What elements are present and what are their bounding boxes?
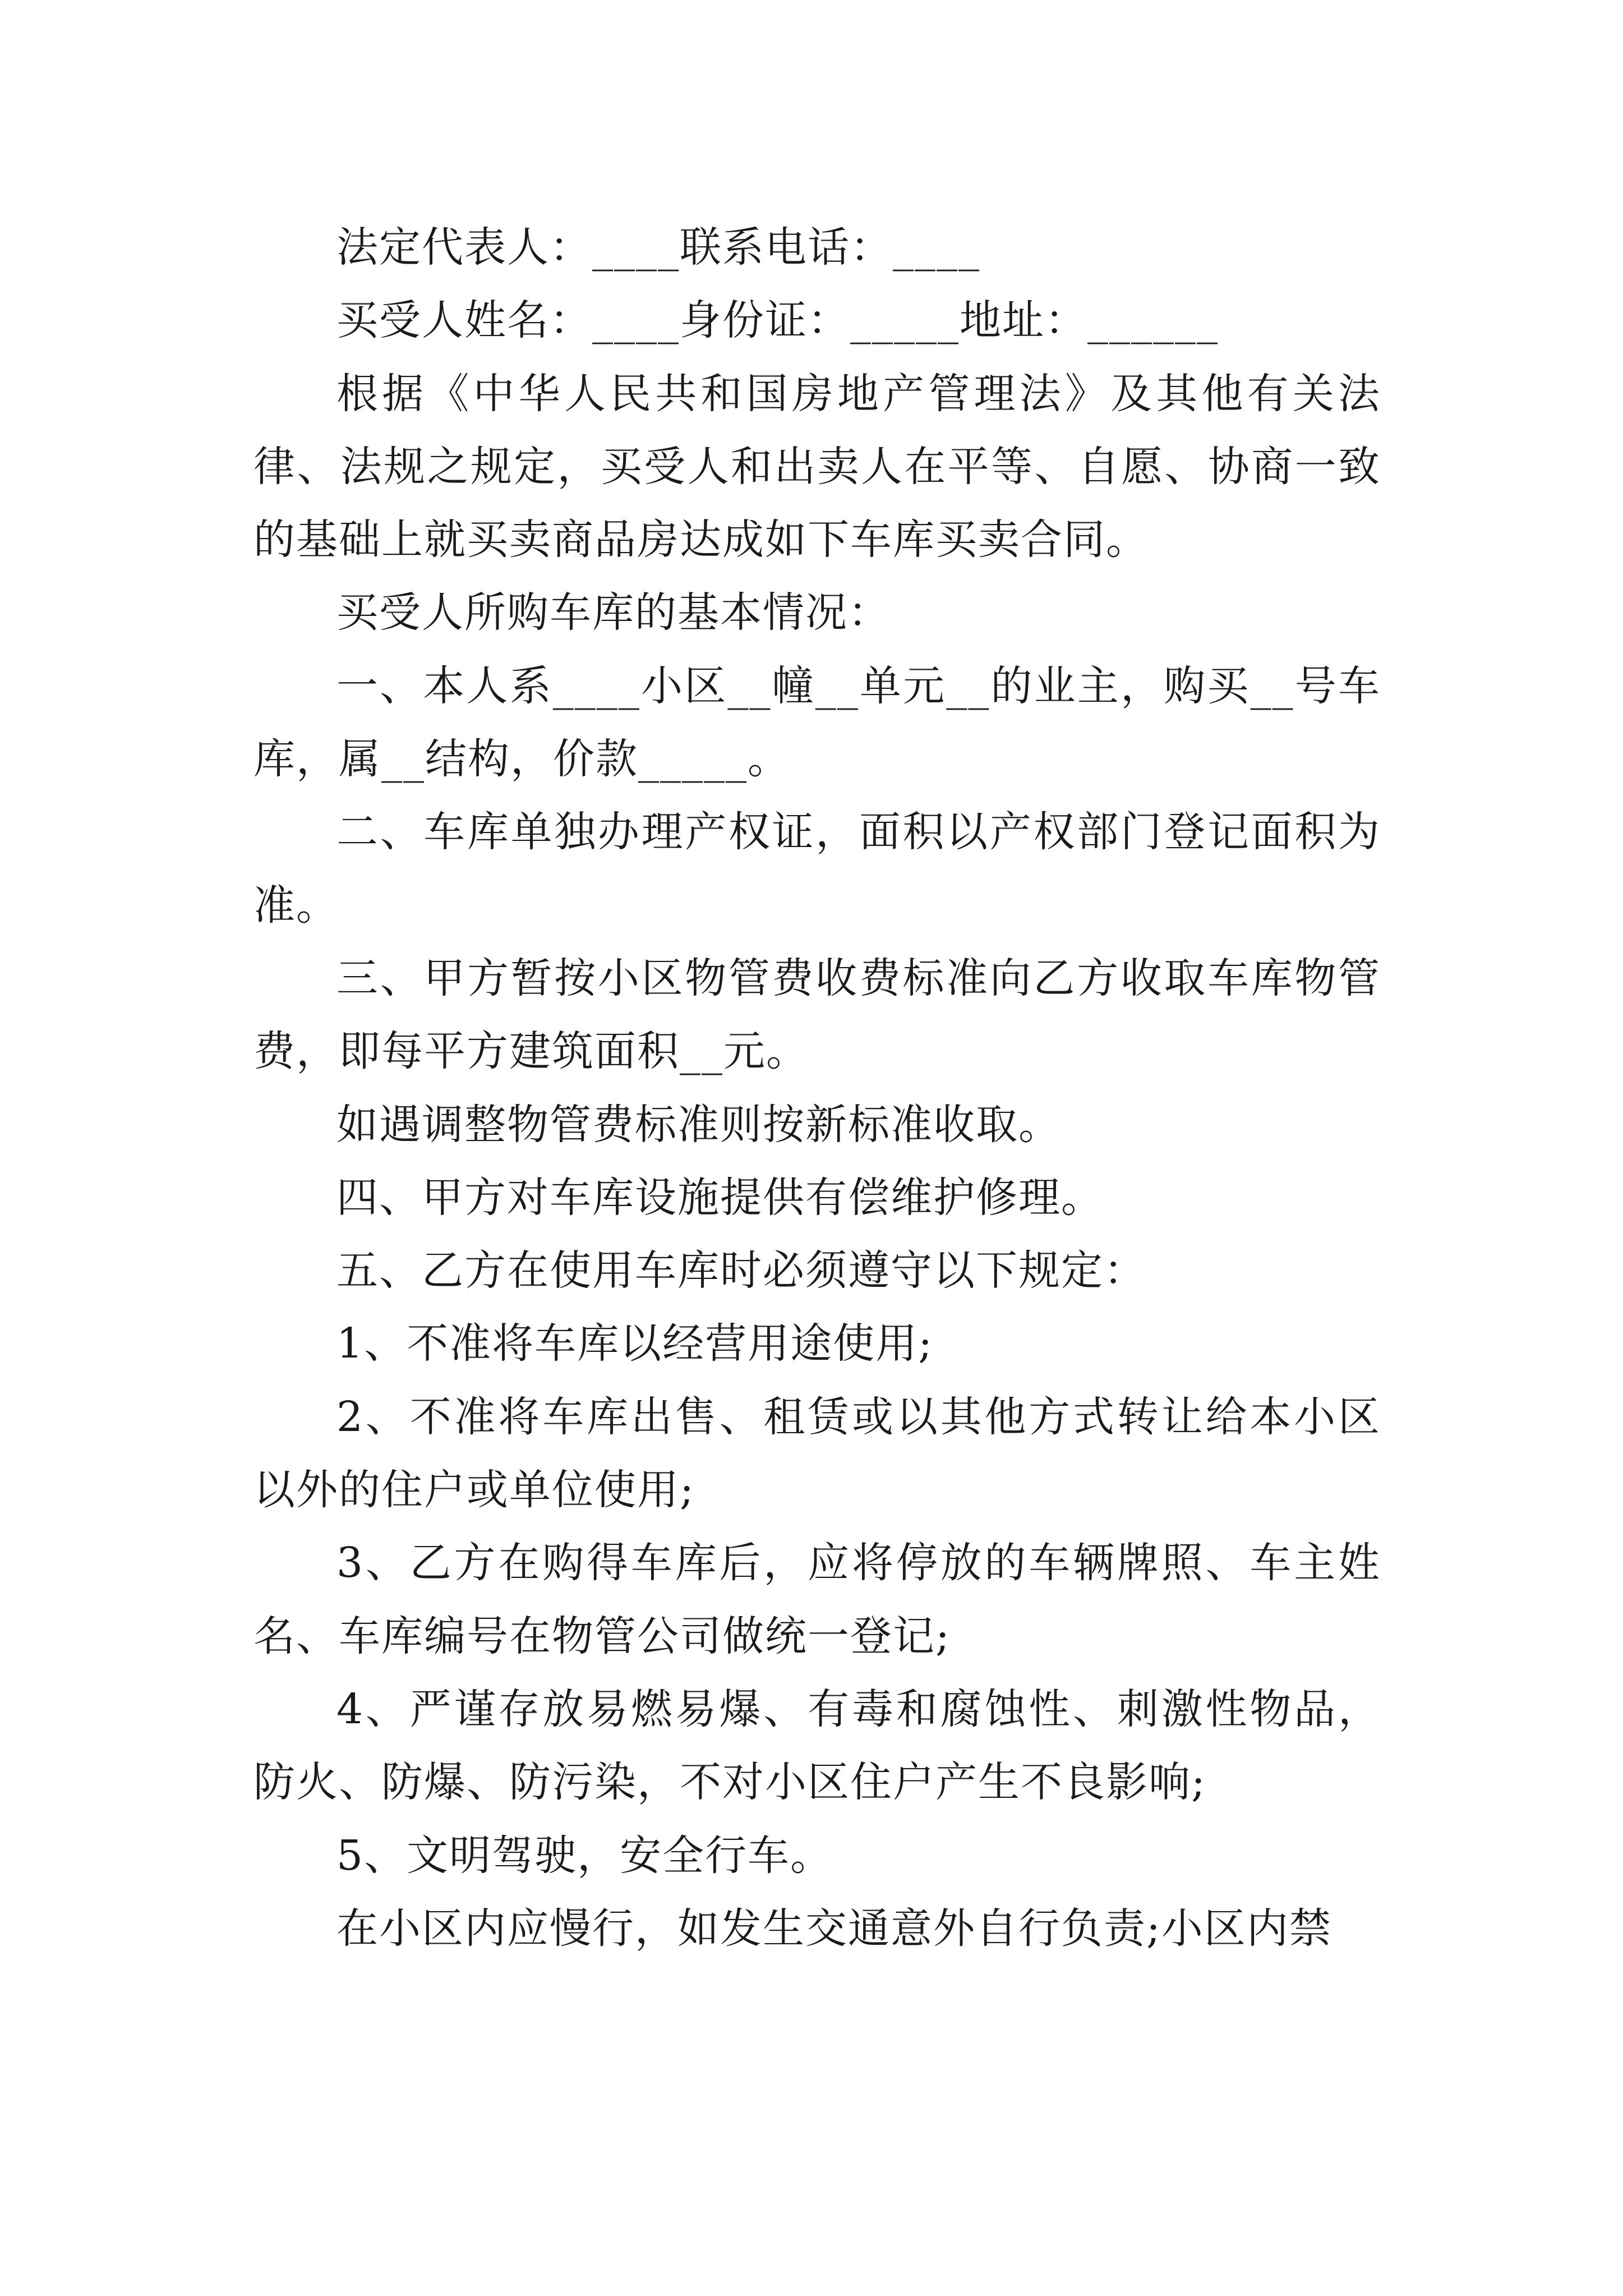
legal-basis-paragraph: 根据《中华人民共和国房地产管理法》及其他有关法律、法规之规定，买受人和出卖人在平等、自愿、协商一致的基础上就买卖商品房达成如下车库买卖合同。 <box>253 369 1381 564</box>
rule-5-continued: 在小区内应慢行，如发生交通意外自行负责;小区内禁 <box>336 1904 1332 1953</box>
clause-2: 二、车库单独办理产权证，面积以产权部门登记面积为准。 <box>253 808 1381 930</box>
clause-3: 三、甲方暂按小区物管费收费标准向乙方收取车库物管费，即每平方建筑面积__元。 <box>253 954 1381 1076</box>
rule-1: 1、不准将车库以经营用途使用; <box>336 1319 934 1368</box>
garage-basic-info-heading: 买受人所购车库的基本情况： <box>336 588 891 637</box>
clause-4: 四、甲方对车库设施提供有偿维护修理。 <box>336 1173 1104 1222</box>
clause-1: 一、本人系____小区__幢__单元__的业主，购买__号车库，属__结构，价款_____。 <box>253 661 1381 784</box>
rule-4: 4、严谨存放易燃易爆、有毒和腐蚀性、刺激性物品，防火、防爆、防污染，不对小区住户产生不良影响; <box>253 1685 1381 1807</box>
clause-5: 五、乙方在使用车库时必须遵守以下规定： <box>336 1246 1146 1295</box>
fee-adjustment-note: 如遇调整物管费标准则按新标准收取。 <box>336 1100 1061 1149</box>
legal-representative-line: 法定代表人：____联系电话：____ <box>336 223 980 272</box>
contract-body <box>253 211 1381 1965</box>
rule-2: 2、不准将车库出售、租赁或以其他方式转让给本小区以外的住户或单位使用; <box>253 1392 1381 1515</box>
rule-5: 5、文明驾驶，安全行车。 <box>336 1831 833 1880</box>
buyer-info-line: 买受人姓名：____身份证：_____地址：______ <box>336 296 1219 345</box>
rule-3: 3、乙方在购得车库后，应将停放的车辆牌照、车主姓名、车库编号在物管公司做统一登记; <box>253 1539 1381 1660</box>
